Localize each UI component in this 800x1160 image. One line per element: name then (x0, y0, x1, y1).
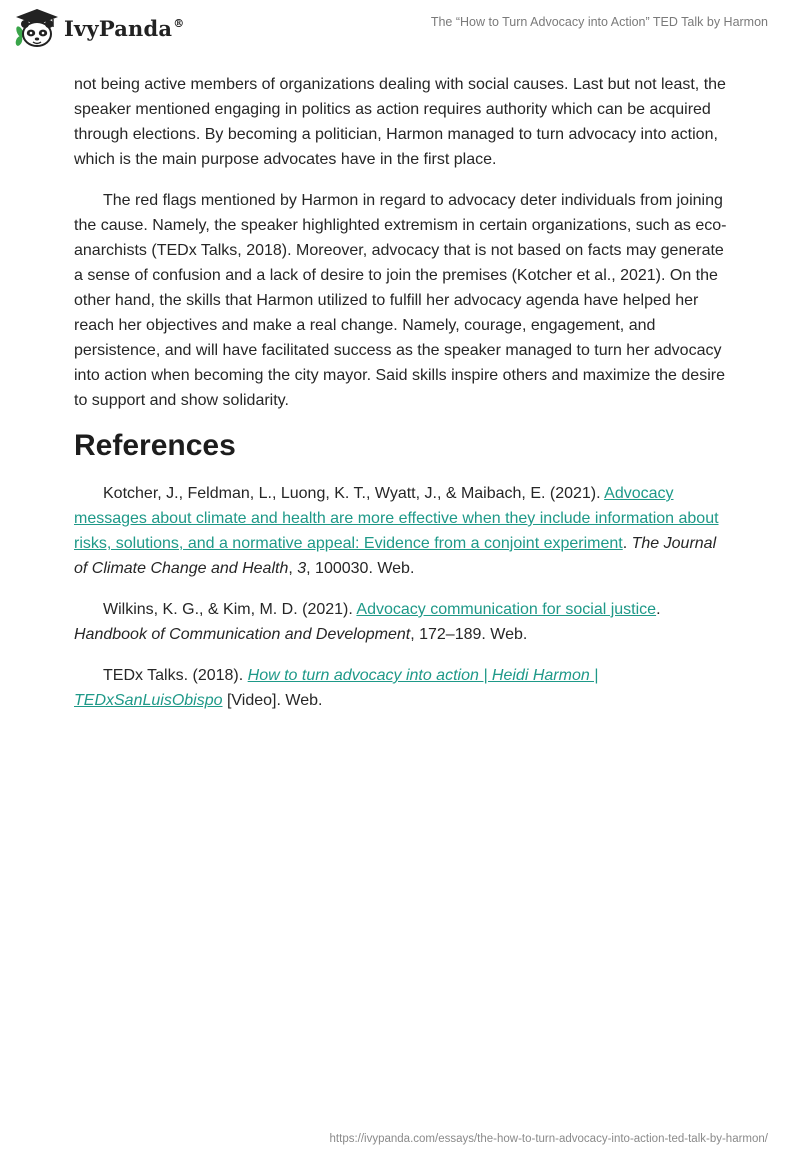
document-title: The “How to Turn Advocacy into Action” TED Talk by Harmon (430, 15, 768, 29)
reference-item: Wilkins, K. G., & Kim, M. D. (2021). Advocacy communication for social justice. Handbook of Communication and Development, 172–189. Web. (74, 601, 661, 643)
references-heading: References (74, 429, 236, 462)
footer-url: https://ivypanda.com/essays/the-how-to-turn-advocacy-into-action-ted-talk-by-harmon/ (329, 1133, 768, 1145)
reference-item: Kotcher, J., Feldman, L., Luong, K. T., Wyatt, J., & Maibach, E. (2021). Advocacy messages about climate and health are more effective when they include information about risks, solutions, and a normative appeal: Evidence from a conjoint experiment. The Journal of Climate Change and Health, 3, 100030. Web. (74, 485, 719, 577)
ivypanda-logo[interactable] (14, 8, 184, 48)
book-title: Handbook of Communication and Development (74, 626, 411, 643)
document-body (74, 72, 729, 729)
journal-volume: 3 (297, 560, 307, 577)
panda-graduate-icon (14, 8, 60, 48)
reference-item: TEDx Talks. (2018). How to turn advocacy into action | Heidi Harmon | TEDxSanLuisObispo [Video]. Web. (74, 667, 599, 709)
page-header (0, 0, 800, 70)
brand-name: IvyPanda® (64, 15, 185, 41)
reference-link[interactable]: How to turn advocacy into action | Heidi Harmon | TEDxSanLuisObispo (74, 667, 599, 709)
body-paragraph: The red flags mentioned by Harmon in regard to advocacy deter individuals from joining the cause. Namely, the speaker highlighted extremism in certain organizations, such as eco-anarchists (TEDx Talks, 2018). Moreover, advocacy that is not based on facts may generate a sense of confusion and a lack of desire to join the premises (Kotcher et al., 2021). On the other hand, the skills that Harmon utilized to fulfill her advocacy agenda have helped her reach her objectives and make a real change. Namely, courage, engagement, and persistence, and will have facilitated success as the speaker managed to turn her advocacy into action when becoming the city mayor. Said skills inspire others and maximize the desire to support and show solidarity. (74, 192, 727, 409)
reference-link[interactable]: Advocacy communication for social justice (356, 601, 657, 618)
journal-title: The Journal of Climate Change and Health (74, 535, 717, 577)
reference-link[interactable]: Advocacy messages about climate and health are more effective when they include information about risks, solutions, and a normative appeal: Evidence from a conjoint experiment (74, 485, 719, 552)
body-paragraph: not being active members of organizations dealing with social causes. Last but not least, the speaker mentioned engaging in politics as action requires authority which can be acquired through elections. By becoming a politician, Harmon managed to turn advocacy into action, which is the main purpose advocates have in the first place. (74, 76, 726, 168)
